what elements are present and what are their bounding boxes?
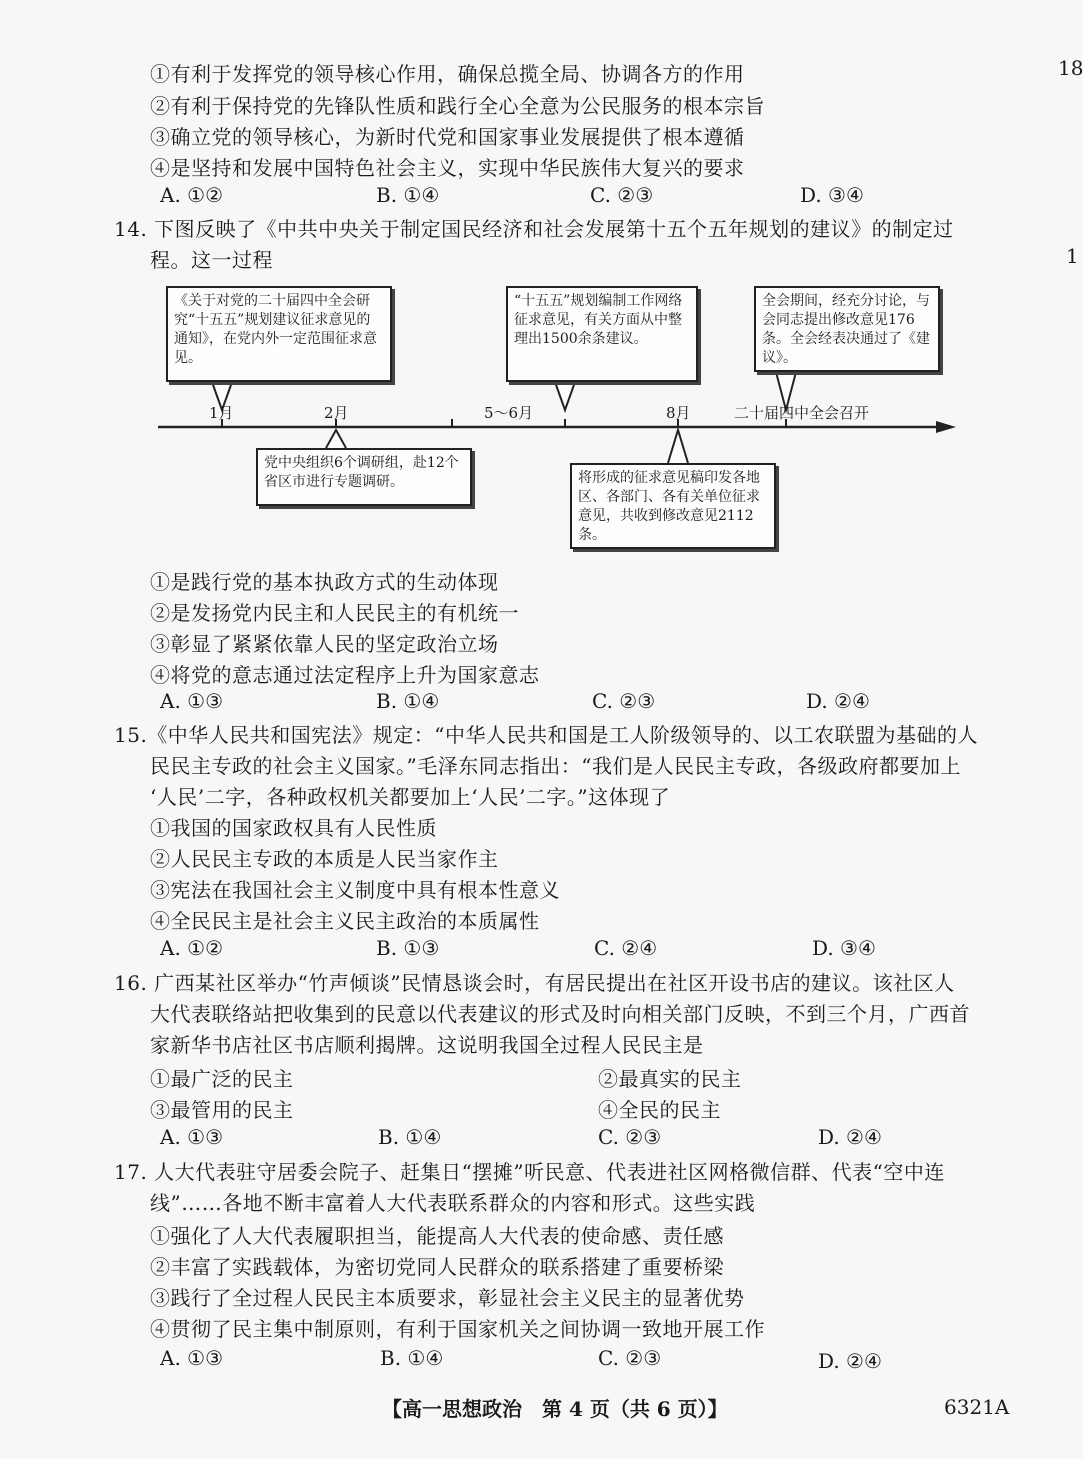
q13-option-a: A. ①②: [160, 183, 224, 207]
q15-item-1: ①我国的国家政权具有人民性质: [150, 816, 437, 840]
timeline-arrowhead: [936, 421, 956, 433]
q17-stem-1: 17. 人大代表驻守居委会院子、赶集日“摆摊”听民意、代表进社区网格微信群、代表“空中连: [114, 1160, 945, 1184]
tick-label-feb: 2月: [324, 404, 349, 422]
q16-item-2: ②最真实的民主: [598, 1067, 742, 1091]
page-footer: 【高一思想政治 第 4 页（共 6 页）】: [382, 1397, 728, 1421]
tick-label-may-jun: 5～6月: [484, 404, 534, 422]
q13-option-c: C. ②③: [590, 183, 654, 207]
q17-stem-2: 线”……各地不断丰富着人大代表联系群众的内容和形式。这些实践: [150, 1191, 756, 1215]
edge-mark-top: 18: [1058, 56, 1083, 80]
q14-option-c: C. ②③: [592, 689, 656, 713]
callout-plenum: 全会期间，经充分讨论，与会同志提出修改意见176条。全会经表决通过了《建议》。: [754, 286, 940, 372]
q17-option-d: D. ②④: [818, 1349, 882, 1373]
q14-item-1: ①是践行党的基本执政方式的生动体现: [150, 570, 499, 594]
q16-stem-3: 家新华书店社区书店顺利揭牌。这说明我国全过程人民民主是: [150, 1033, 704, 1057]
paper-code: 6321A: [944, 1395, 1010, 1419]
q17-item-1: ①强化了人大代表履职担当，能提高人大代表的使命感、责任感: [150, 1224, 724, 1248]
q15-option-a: A. ①②: [160, 936, 224, 960]
q13-item-2: ②有利于保持党的先锋队性质和践行全心全意为公民服务的根本宗旨: [150, 94, 765, 118]
q16-option-c: C. ②③: [598, 1125, 662, 1149]
q15-item-3: ③宪法在我国社会主义制度中具有根本性意义: [150, 878, 560, 902]
q15-stem-2: 民民主专政的社会主义国家。”毛泽东同志指出：“我们是人民民主专政，各级政府都要加上: [150, 754, 961, 778]
edge-mark-mid: 1: [1066, 244, 1079, 268]
q17-option-a: A. ①③: [160, 1346, 224, 1370]
q15-stem-1: 15.《中华人民共和国宪法》规定：“中华人民共和国是工人阶级领导的、以工农联盟为基础的人: [114, 723, 979, 747]
q13-item-4: ④是坚持和发展中国特色社会主义，实现中华民族伟大复兴的要求: [150, 156, 745, 180]
callout-may: “十五五”规划编制工作网络征求意见，有关方面从中整理出1500余条建议。: [506, 286, 698, 382]
q16-item-1: ①最广泛的民主: [150, 1067, 294, 1091]
q14-item-3: ③彰显了紧紧依靠人民的坚定政治立场: [150, 632, 499, 656]
q15-item-4: ④全民民主是社会主义民主政治的本质属性: [150, 909, 540, 933]
q16-option-a: A. ①③: [160, 1125, 224, 1149]
q17-item-3: ③践行了全过程人民民主本质要求，彰显社会主义民主的显著优势: [150, 1286, 745, 1310]
q14-stem-2: 程。这一过程: [150, 248, 273, 272]
q15-option-b: B. ①③: [376, 936, 440, 960]
q17-item-4: ④贯彻了民主集中制原则，有利于国家机关之间协调一致地开展工作: [150, 1317, 765, 1341]
q14-option-d: D. ②④: [806, 689, 870, 713]
q13-option-d: D. ③④: [800, 183, 864, 207]
pointer-feb: [326, 430, 346, 448]
q13-item-3: ③确立党的领导核心，为新时代党和国家事业发展提供了根本遵循: [150, 125, 745, 149]
q15-option-c: C. ②④: [594, 936, 658, 960]
q14-item-2: ②是发扬党内民主和人民民主的有机统一: [150, 601, 519, 625]
pointer-may: [555, 382, 575, 410]
q16-option-d: D. ②④: [818, 1125, 882, 1149]
q16-option-b: B. ①④: [378, 1125, 442, 1149]
callout-jan: 《关于对党的二十届四中全会研究“十五五”规划建议征求意见的通知》，在党内外一定范围征求意见。: [166, 286, 392, 382]
tick-label-jan: 1月: [209, 404, 234, 422]
q17-option-c: C. ②③: [598, 1346, 662, 1370]
q15-option-d: D. ③④: [812, 936, 876, 960]
q13-option-b: B. ①④: [376, 183, 440, 207]
q17-item-2: ②丰富了实践载体，为密切党同人民群众的联系搭建了重要桥梁: [150, 1255, 724, 1279]
q16-stem-2: 大代表联络站把收集到的民意以代表建议的形式及时向相关部门反映，不到三个月，广西首: [150, 1002, 970, 1026]
q14-option-a: A. ①③: [160, 689, 224, 713]
q16-item-3: ③最管用的民主: [150, 1098, 294, 1122]
q15-stem-3: ‘人民’二字，各种政权机关都要加上‘人民’二字。”这体现了: [150, 785, 671, 809]
pointer-aug: [668, 430, 688, 463]
callout-feb: 党中央组织6个调研组，赴12个省区市进行专题调研。: [256, 448, 472, 506]
callout-aug: 将形成的征求意见稿印发各地区、各部门、各有关单位征求意见，共收到修改意见2112条。: [570, 463, 776, 549]
q16-stem-1: 16. 广西某社区举办“竹声倾谈”民情恳谈会时，有居民提出在社区开设书店的建议。该社区人: [114, 971, 955, 995]
q17-option-b: B. ①④: [380, 1346, 444, 1370]
q14-item-4: ④将党的意志通过法定程序上升为国家意志: [150, 663, 540, 687]
q13-item-1: ①有利于发挥党的领导核心作用，确保总揽全局、协调各方的作用: [150, 62, 745, 86]
tick-label-aug: 8月: [666, 404, 691, 422]
q14-option-b: B. ①④: [376, 689, 440, 713]
tick-label-plenum: 二十届四中全会召开: [734, 404, 870, 422]
q16-item-4: ④全民的民主: [598, 1098, 721, 1122]
q15-item-2: ②人民民主专政的本质是人民当家作主: [150, 847, 499, 871]
q14-stem-1: 14. 下图反映了《中共中央关于制定国民经济和社会发展第十五个五年规划的建议》的制定过: [114, 217, 954, 241]
